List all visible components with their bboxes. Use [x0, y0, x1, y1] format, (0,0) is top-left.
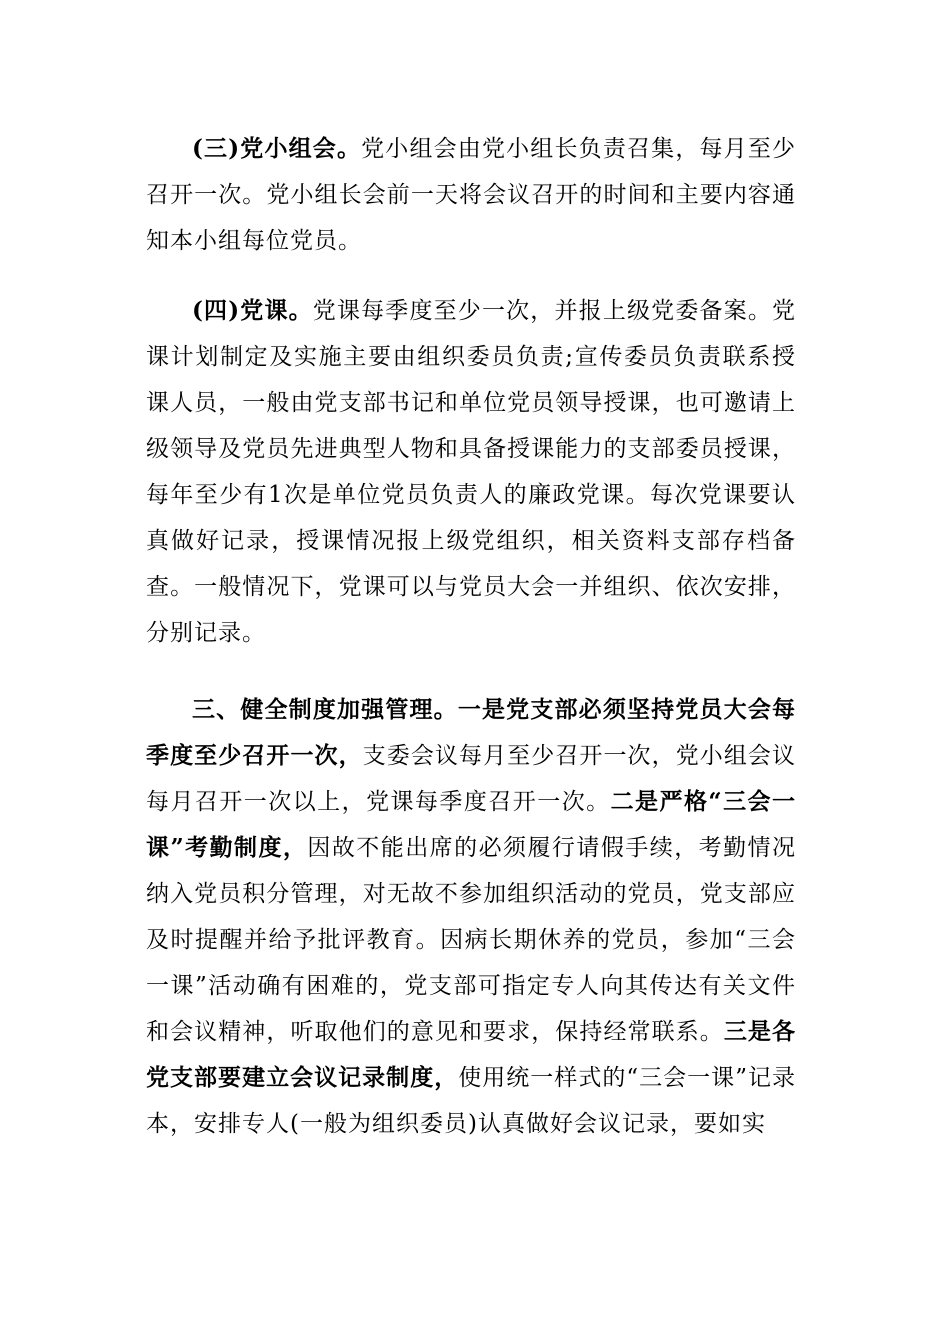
paragraph-body: 党小组会由党小组长负责召集，每月至少召开一次。党小组长会前一天将会议召开的时间和主要内容通知本小组每位党员。	[146, 136, 797, 254]
point-one-text: 支委会议每月至少召开一次，党小组会议每月召开一次以上，党课每季度召开一次。	[146, 743, 797, 815]
paragraph-heading: (四)党课。	[192, 297, 313, 324]
section-heading: 三、健全制度加强管理。	[192, 696, 458, 723]
point-two-bold: 二是严格“三会一课”考勤制度，	[146, 788, 797, 861]
paragraph-heading: (三)党小组会。	[192, 135, 362, 162]
paragraph-management-system	[146, 687, 796, 1147]
point-two-text: 因故不能出席的必须履行请假手续，考勤情况纳入党员积分管理，对无故不参加组织活动的党员，党支部应及时提醒并给予批评教育。因病长期休养的党员，参加“三会一课”活动确有困难的，党支部可指定专人向其传达有关文件和会议精神，听取他们的意见和要求，保持经常联系。	[146, 835, 797, 1045]
paragraph-body: 党课每季度至少一次，并报上级党委备案。党课计划制定及实施主要由组织委员负责;宣传委员负责联系授课人员，一般由党支部书记和单位党员领导授课，也可邀请上级领导及党员先进典型人物和具备授课能力的支部委员授课，每年至少有1次是单位党员负责人的廉政党课。每次党课要认真做好记录，授课情况报上级党组织，相关资料支部存档备查。一般情况下，党课可以与党员大会一并组织、依次安排，分别记录。	[146, 298, 796, 646]
paragraph-party-lecture	[146, 288, 796, 656]
point-one-bold: 一是党支部必须坚持党员大会每季度至少召开一次，	[146, 696, 797, 769]
point-three-bold: 三是各党支部要建立会议记录制度，	[146, 1018, 797, 1091]
paragraph-party-group-meeting	[146, 126, 796, 264]
point-three-text: 使用统一样式的“三会一课”记录本，安排专人(一般为组织委员)认真做好会议记录，要如实	[146, 1065, 796, 1137]
